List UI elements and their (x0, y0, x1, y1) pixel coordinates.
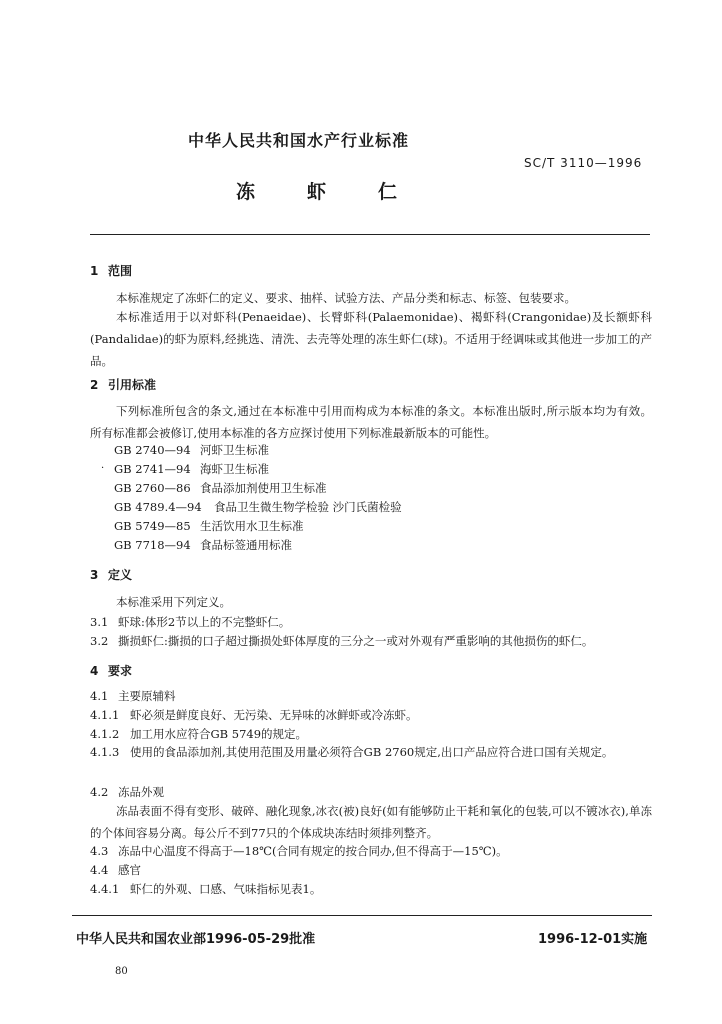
reference-item: GB 4789.4—94 食品卫生微生物学检验 沙门氏菌检验 (114, 500, 402, 514)
header-divider (90, 234, 650, 235)
reference-item: GB 2741—94 海虾卫生标准 (114, 462, 269, 476)
clause-4-1: 4.1 主要原辅料 (90, 689, 176, 703)
issuing-body-title: 中华人民共和国水产行业标准 (188, 131, 410, 150)
section-1-para-2: 本标准适用于以对虾科(Penaeidae)、长臂虾科(Palaemonidae)、褐虾科(Crangonidae)及长额虾科(Pandalidae)的虾为原料,经挑选、清洗、去壳等处理的冻生虾仁(球)。不适用于经调味或其他进一步加工的产品。 (90, 310, 652, 368)
section-1-heading: 1 范围 (90, 264, 133, 278)
section-3-heading: 3 定义 (90, 568, 133, 582)
section-2-heading: 2 引用标准 (90, 378, 157, 392)
section-3-para-1: 本标准采用下列定义。 (116, 595, 231, 609)
section-2-para-1: 下列标准所包含的条文,通过在本标准中引用而构成为本标准的条文。本标准出版时,所示版本均为有效。所有标准都会被修订,使用本标准的各方应探讨使用下列标准最新版本的可能性。 (90, 404, 652, 440)
title-char-3: 仁 (378, 181, 398, 203)
reference-item: GB 2740—94 河虾卫生标准 (114, 443, 269, 457)
section-1-para-1: 本标准规定了冻虾仁的定义、要求、抽样、试验方法、产品分类和标志、标签、包装要求。 (116, 291, 576, 305)
approval-line: 中华人民共和国农业部1996-05-29批准 (76, 932, 316, 947)
clause-3-1: 3.1 虾球:体形2节以上的不完整虾仁。 (90, 615, 291, 629)
page-number: 80 (115, 966, 128, 977)
title-char-1: 冻 (236, 181, 256, 203)
implementation-date: 1996-12-01实施 (538, 932, 648, 947)
clause-3-2: 3.2 撕损虾仁:撕损的口子超过撕损处虾体厚度的三分之一或对外观有严重影响的其他损伤的虾仁。 (90, 634, 594, 648)
clause-4-3: 4.3 冻品中心温度不得高于—18℃(合同有规定的按合同办,但不得高于—15℃)。 (90, 844, 508, 858)
clause-4-2-para: 冻品表面不得有变形、破碎、融化现象,冰衣(被)良好(如有能够防止干耗和氧化的包装,可以不镀冰衣),单冻的个体间容易分离。每公斤不到77只的个体成块冻结时须排列整齐。 (90, 804, 652, 840)
standard-code: SC/T 3110—1996 (524, 156, 643, 170)
clause-4-4-1: 4.4.1 虾仁的外观、口感、气味指标见表1。 (90, 882, 322, 896)
margin-mark: · (101, 463, 105, 474)
document-title (236, 177, 449, 204)
footer-divider (72, 915, 652, 916)
clause-4-1-1: 4.1.1 虾必须是鲜度良好、无污染、无异味的冰鲜虾或冷冻虾。 (90, 708, 418, 722)
clause-4-1-3: 4.1.3 使用的食品添加剂,其使用范围及用量必须符合GB 2760规定,出口产品应符合进口国有关规定。 (90, 745, 614, 759)
section-4-heading: 4 要求 (90, 664, 133, 678)
reference-item: GB 5749—85 生活饮用水卫生标准 (114, 519, 304, 533)
title-char-2: 虾 (307, 181, 327, 203)
clause-4-1-2: 4.1.2 加工用水应符合GB 5749的规定。 (90, 727, 308, 741)
reference-item: GB 7718—94 食品标签通用标准 (114, 538, 292, 552)
clause-4-4: 4.4 感官 (90, 863, 141, 877)
reference-item: GB 2760—86 食品添加剂使用卫生标准 (114, 481, 327, 495)
clause-4-2: 4.2 冻品外观 (90, 785, 164, 799)
